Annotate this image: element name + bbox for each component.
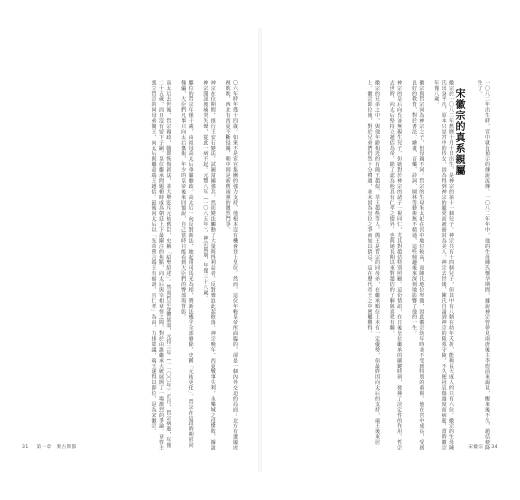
right-page-running-head: 宋徽宗 <box>468 445 484 450</box>
right-page-body-text: 徽宗於一〇八二年舊曆十月十日出生，是神宗的第十一個兒子。神宗共有十四個兒子，但其中有八個在幼年夭折，能夠長大成人的只有六位。徽宗的生母陳氏出身平凡，原本只是宮中的侍女，因為得到神宗的寵愛而被冊封為美人。神宗去世後，陳氏自請到神宗的陵墓守陵，不久便因哀傷過度而病逝，當時徽宗年僅八歲。 徽宗與哲宗同為神宗之子，但母親不同。哲宗的生母朱太妃在宮中地位較高，而陳氏地位卑微，因此徽宗幼年時並不受到特別的重視。他在宮中成長，受到良好的教育，對於書法、繪畫、音樂、詩詞、園林等藝術無不精通，這些興趣後來深刻地影響了他的一生。 神宗的皇后向氏並無親生兒子，但她對於神宗的諸子一視同仁，尤其對趙佶特別照顧。這份情誼，在日後皇位繼承的關鍵時刻，發揮了決定性的作用。哲宗去世時，向太后堅持立趙佶為帝，除了認為他具有仁孝之德外，也與她長期以來對趙佶的了解與喜愛有關。 徽宗的兄弟之中，與他年齡相近的有簡王趙似、莘王趙俁等人。簡王是哲宗的同母弟，在繼承順位上本有一定優勢，但最終因向太后的支持，端王後來居上。徽宗即位後，對於兄弟們仍然十分禮遇，並未因為皇位之爭而加以猜忌，這在歷代帝王之中實屬難得。 <box>366 80 454 451</box>
right-page-footer <box>468 444 498 450</box>
right-page <box>262 28 512 472</box>
book-spread <box>8 28 512 472</box>
right-page-intro-text: 一〇八二年出生時，宮中就有預示的傳說流傳。一〇八二年年中，他的生母陳氏懷孕期間，據說神宗曾夢見南唐後主李煜前來謁見，醒來後不久，趙佶便降生了。 <box>476 80 490 451</box>
left-page-footer <box>22 444 77 450</box>
left-page-body-text: 〇六年時年僅十四歲。如果不是宦官集團的強力支持，他根本沒有機會登上皇位。然而，這位年輕皇帝所面臨的，卻是一個內外交迫的局面：北方有遼國虎視眈眈，西北有西夏不斷侵擾，朝中則是新舊兩黨的激烈鬥爭。 神宗在位期間，推行王安石變法，試圖富國強兵。然而變法觸動了大量既得利益者，反對聲浪此起彼落。神宗晚年，西夏戰事失利，永樂城之役慘敗，據說神宗聞訊後痛哭失聲，從此一病不起。元豐八年（一〇八五年），神宗駕崩，年僅三十八歲。 繼位的哲宗年僅十歲，由祖母高太后垂簾聽政。高太后一向反對新法，她起用司馬光為相，將新法幾乎全部廢除，史稱「元祐更化」。哲宗在這段時期形同傀儡，大臣們凡事只向太后稟報，年少的皇帝後來回憶說，自己當時只能看到大臣們的臀部與背影。 高太后去世後，哲宗親政，隨即恢復新法，並大舉貶斥元祐舊臣，史稱「紹聖紹述」。然而哲宗身體孱弱，元符三年（一一〇〇年）正月，哲宗病逝，年僅二十五歲，而且沒有留下子嗣。皇位繼承問題頓時成為朝廷上下最關注的焦點，向太后與宰相章惇之間，對於由誰繼承大統展開了一場激烈的爭論。章惇主張立哲宗的同母弟簡王，向太后則屬意端王趙佶。最後向太后以「先帝嘗言端王有福壽，且仁孝」為由，力排眾議，端王遂得以即位，是為宋徽宗。 <box>150 80 238 451</box>
right-page-number: 34 <box>491 445 498 450</box>
left-page-number: 31 <box>22 445 29 450</box>
left-page <box>8 28 258 472</box>
section-title: 宋徽宗的真系親屬 <box>453 88 464 176</box>
left-page-running-head: 第一章 奧古斯都 <box>36 445 77 450</box>
